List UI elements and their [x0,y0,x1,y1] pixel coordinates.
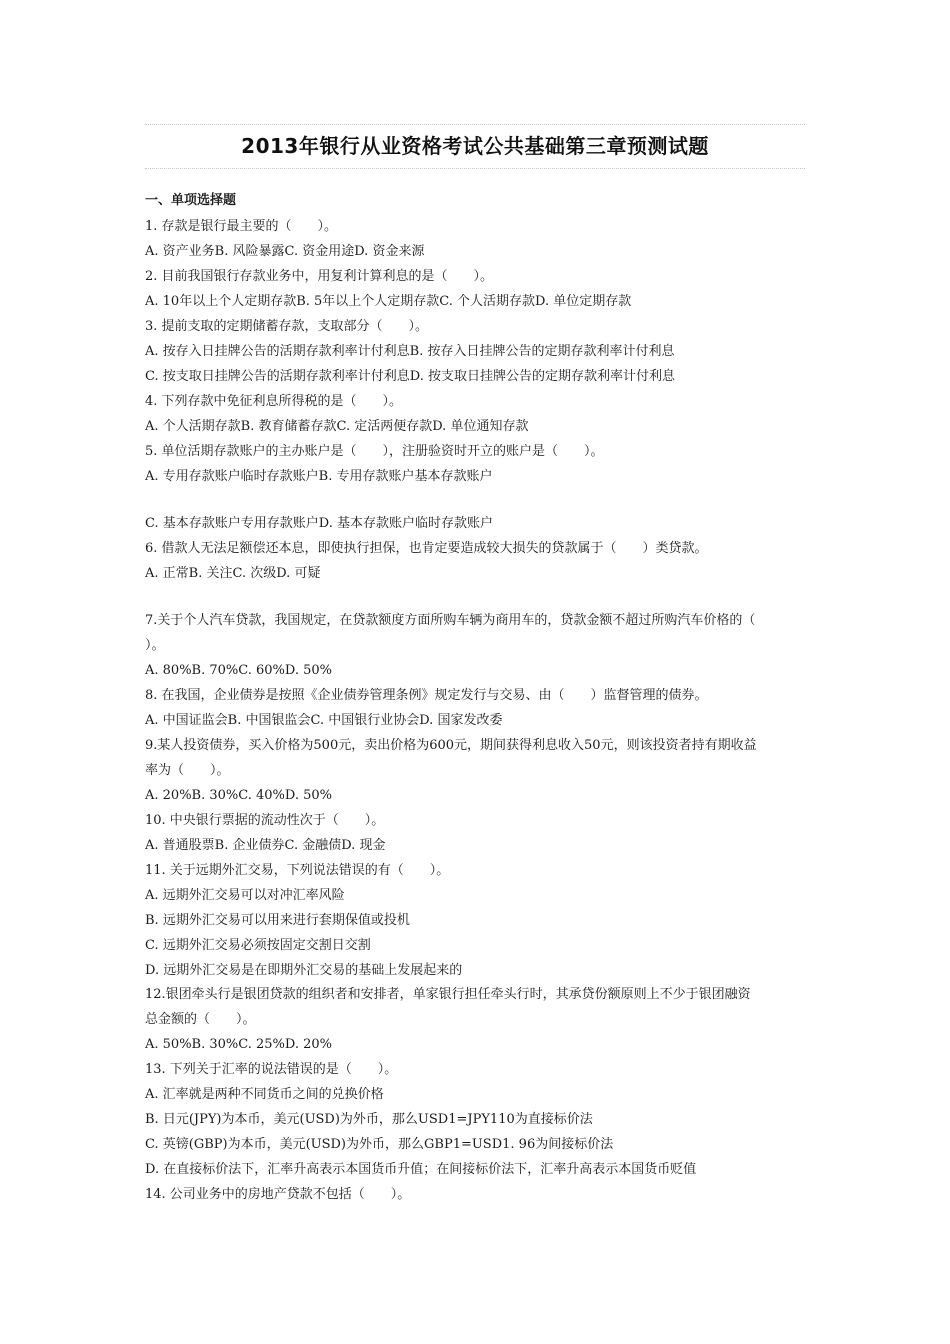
option-line: D. 在直接标价法下，汇率升高表示本国货币升值；在间接标价法下，汇率升高表示本国货币贬值 [145,1162,697,1177]
option-line: B. 远期外汇交易可以用来进行套期保值或投机 [145,913,410,928]
title-divider [145,168,805,169]
option-line: A. 正常B. 关注C. 次级D. 可疑 [145,566,321,581]
question-line: 4. 下列存款中免征利息所得税的是（ ）。 [145,394,403,409]
option-line: A. 专用存款账户临时存款账户B. 专用存款账户基本存款账户 [145,469,493,484]
question-line: 2. 目前我国银行存款业务中，用复利计算利息的是（ ）。 [145,269,494,284]
option-line: C. 按支取日挂牌公告的活期存款利率计付利息D. 按支取日挂牌公告的定期存款利率计付利息 [145,369,675,384]
option-line: A. 20%B. 30%C. 40%D. 50% [145,788,333,803]
option-line: C. 英镑(GBP)为本币，美元(USD)为外币，那么GBP1=USD1. 96为间接标价法 [145,1137,614,1152]
question-line: 9.某人投资债券，买入价格为500元，卖出价格为600元，期间获得利息收入50元，则该投资者持有期收益 [145,738,757,753]
top-divider [145,124,805,125]
option-line: A. 50%B. 30%C. 25%D. 20% [145,1037,333,1052]
option-line: A. 资产业务B. 风险暴露C. 资金用途D. 资金来源 [145,244,425,259]
section-heading: 一、单项选择题 [145,193,237,208]
option-line: A. 中国证监会B. 中国银监会C. 中国银行业协会D. 国家发改委 [145,713,503,728]
question-line: 8. 在我国，企业债券是按照《企业债券管理条例》规定发行与交易、由（ ）监督管理的债券。 [145,688,708,703]
option-line: A. 普通股票B. 企业债券C. 金融债D. 现金 [145,838,386,853]
question-line: 13. 下列关于汇率的说法错误的是（ ）。 [145,1062,398,1077]
question-line: 5. 单位活期存款账户的主办账户是（ ），注册验资时开立的账户是（ ）。 [145,444,604,459]
question-line: 7.关于个人汽车贷款，我国规定，在贷款额度方面所购车辆为商用车的，贷款金额不超过所购汽车价格的（ [145,613,756,628]
option-line: A. 10年以上个人定期存款B. 5年以上个人定期存款C. 个人活期存款D. 单位定期存款 [145,294,632,309]
question-line-continued: ）。 [145,638,165,653]
question-line: 12.银团牵头行是银团贷款的组织者和安排者，单家银行担任牵头行时，其承贷份额原则上不少于银团融资 [145,987,751,1002]
option-line: C. 基本存款账户专用存款账户D. 基本存款账户临时存款账户 [145,516,493,531]
option-line: A. 汇率就是两种不同货币之间的兑换价格 [145,1087,384,1102]
option-line: A. 个人活期存款B. 教育储蓄存款C. 定活两便存款D. 单位通知存款 [145,419,529,434]
option-line: C. 远期外汇交易必须按固定交割日交割 [145,938,371,953]
option-line: D. 远期外汇交易是在即期外汇交易的基础上发展起来的 [145,963,463,978]
option-line: B. 日元(JPY)为本币，美元(USD)为外币，那么USD1=JPY110为直接标价法 [145,1112,593,1127]
page-title: 2013年银行从业资格考试公共基础第三章预测试题 [241,134,709,158]
question-line: 10. 中央银行票据的流动性次于（ ）。 [145,813,385,828]
question-line-continued: 总金额的（ ）。 [145,1012,256,1027]
option-line: A. 按存入日挂牌公告的活期存款利率计付利息B. 按存入日挂牌公告的定期存款利率计付利息 [145,344,675,359]
question-line-continued: 率为（ ）。 [145,763,230,778]
question-line: 11. 关于远期外汇交易，下列说法错误的有（ ）。 [145,863,450,878]
question-line: 14. 公司业务中的房地产贷款不包括（ ）。 [145,1187,411,1202]
question-line: 6. 借款人无法足额偿还本息，即使执行担保，也肯定要造成较大损失的贷款属于（ ）类贷款。 [145,541,708,556]
question-line: 1. 存款是银行最主要的（ ）。 [145,219,338,234]
option-line: A. 80%B. 70%C. 60%D. 50% [145,663,333,678]
question-line: 3. 提前支取的定期储蓄存款，支取部分（ ）。 [145,319,429,334]
option-line: A. 远期外汇交易可以对冲汇率风险 [145,888,345,903]
